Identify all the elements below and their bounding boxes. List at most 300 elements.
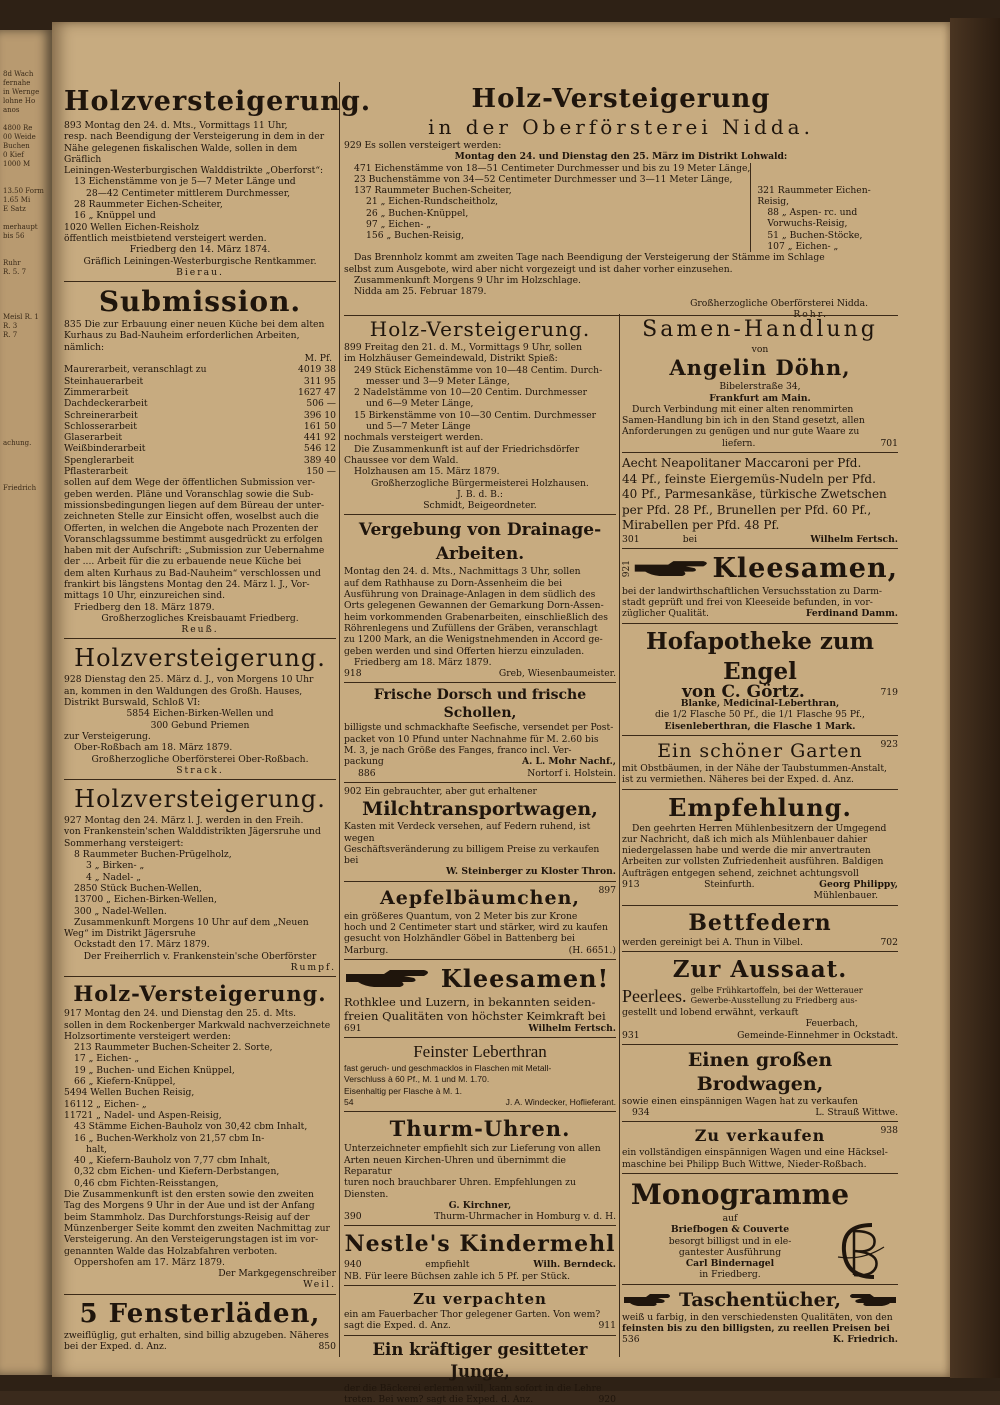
ad-title: Holz-Versteigerung.	[73, 981, 327, 1007]
ad-line: halt,	[86, 1143, 107, 1155]
ad-subtitle: in der Oberförsterei Nidda.	[428, 115, 814, 139]
ad-divider	[622, 905, 898, 906]
ad-title: Kleesamen!	[440, 963, 610, 993]
ad-line: im Holzhäuser Gemeindewald, Distrikt Spieß:	[344, 353, 558, 365]
ad-title: Milchtransportwagen,	[362, 798, 598, 821]
ad-title: Hofapotheke zum Engel	[646, 627, 874, 685]
ad-signature: J. A. Windecker, Hoflieferant.	[505, 1097, 616, 1108]
ad-divider	[622, 452, 898, 453]
ad-title: Ein schöner Garten	[657, 739, 863, 762]
ad-line: fast geruch- und geschmacklos in Flaschen mit Metall-	[344, 1063, 552, 1074]
lot-item: 321 Raummeter Eichen-Reisig,	[757, 184, 871, 207]
cost-row	[64, 387, 336, 398]
ad-line: Rothklee und Luzern, in bekannten seiden-	[344, 994, 596, 1009]
ad-line: mit Obstbäumen, in der Nähe der Taubstummen-Anstalt,	[622, 762, 887, 774]
ad-line: M. 3, je nach Größe des Fanges, franco incl. Ver-	[344, 745, 572, 757]
ad-holzversteigerung-2	[64, 642, 336, 776]
ad-drainage	[344, 518, 616, 679]
lot-item: 23 Buchenstämme von 34—52 Centimeter Durchmesser und 3—11 Meter Länge,	[354, 173, 733, 185]
ad-header	[344, 963, 616, 995]
cost-value: 150 —	[306, 466, 336, 478]
ad-line: 929 Es sollen versteigert werden:	[344, 140, 502, 151]
ad-divider	[64, 638, 336, 639]
ad-line: bei der Exped. d. Anz.	[64, 1341, 167, 1353]
ad-title: Kleesamen,	[712, 552, 898, 584]
ad-title: Zu verpachten	[413, 1290, 547, 1309]
ad-line: 300 Gebund Priemen	[150, 719, 250, 731]
ad-zu-verkaufen	[622, 1125, 898, 1170]
cost-label: Weißbinderarbeit	[64, 443, 146, 455]
lot-item: 107 „ Eichen- „	[767, 241, 839, 253]
ad-number: 923	[880, 738, 898, 750]
ad-footer	[622, 608, 898, 619]
ad-signature: Bierau.	[176, 266, 224, 278]
ad-line: Holzsortimente versteigert werden:	[64, 1030, 231, 1042]
cost-value: 1627 47	[298, 386, 336, 398]
ad-signature: Wilhelm Fertsch.	[810, 533, 898, 545]
ad-footer	[622, 1334, 898, 1345]
lot-item: 51 „ Buchen-Stöcke,	[767, 229, 863, 241]
ad-text	[690, 985, 862, 1006]
lot-item: 21 „ Eichen-Rundscheitholz,	[366, 196, 499, 208]
ad-divider	[344, 959, 616, 960]
ad-title: Feinster Leberthran	[413, 1042, 547, 1062]
ad-line: der die Bäckerei erlernen will, kann sofort in die Lehre	[344, 1382, 602, 1394]
ad-line: 17 „ Eichen- „	[74, 1053, 140, 1065]
ad-line: Arbeiten zur vollsten Zufriedenheit ausführen. Baldigen	[622, 856, 884, 868]
ad-line: Durch Verbindung mit einer alten renommirten	[632, 403, 854, 415]
ad-number: 702	[880, 936, 898, 948]
lot-item: 471 Eichenstämme von 18—51 Centimeter Durchmesser und bis zu 19 Meter Länge,	[354, 162, 751, 174]
lot-list-right	[750, 163, 898, 253]
cost-row	[64, 455, 336, 466]
cost-value: 546 12	[303, 443, 336, 455]
lot-item: 88 „ Aspen- rc. und Vorwuchs-Reisig,	[767, 207, 858, 230]
ad-footer	[64, 1341, 336, 1352]
ad-junge	[344, 1339, 616, 1405]
ad-line: genannten Walde das Holzabfahren verboten.	[64, 1245, 278, 1257]
ad-maccaroni	[622, 456, 898, 545]
ad-line: Zusammenkunft Morgens 10 Uhr auf dem „Neuen	[74, 916, 309, 928]
ad-line: turen noch brauchbarer Uhren. Empfehlungen zu Diensten.	[344, 1177, 576, 1200]
ad-footer	[344, 668, 616, 679]
ad-signature: A. L. Mohr Nachf.,	[521, 756, 616, 768]
ad-signature: W. Steinberger zu Kloster Thron.	[446, 866, 616, 878]
ad-line: Montag den 24. d. Mts., Nachmittags 3 Uhr, sollen	[344, 566, 581, 578]
ad-line: Frankfurt am Main.	[709, 392, 811, 404]
ad-line: 5494 Wellen Buchen Reisig,	[64, 1087, 195, 1099]
lot-item: 26 „ Buchen-Knüppel,	[366, 207, 469, 219]
ad-line: resp. nach Beendigung der Versteigerung in dem in der	[64, 131, 325, 143]
ad-divider	[622, 735, 898, 736]
ad-line: zweiflüglig, gut erhalten, sind billig abzugeben. Näheres	[64, 1329, 329, 1341]
column-2	[344, 316, 616, 1405]
ad-line: von	[751, 344, 769, 355]
ad-title: Holzversteigerung.	[64, 86, 372, 117]
ad-line: Ockstadt den 17. März 1879.	[74, 939, 210, 951]
cost-row	[64, 410, 336, 421]
ad-holz-versteigerung-nidda	[344, 84, 898, 320]
ad-line: Ober-Roßbach am 18. März 1879.	[74, 742, 233, 754]
ad-empfehlung	[622, 793, 898, 902]
ad-line: gelbe Frühkartoffeln, bei der Wetterauer	[690, 984, 863, 995]
ad-line: Nidda am 25. Februar 1879.	[354, 286, 487, 298]
ad-signature: Georg Philippy,	[819, 879, 898, 891]
ad-line: ist zu vermiethen. Näheres bei der Exped. d. Anz.	[622, 774, 854, 786]
ad-number: 897	[598, 884, 616, 896]
ad-holzversteigerung-3	[64, 783, 336, 973]
ad-line: Orts gelegenen Gewannen der Gemarkung Dorn-Assen-	[344, 600, 604, 612]
ad-holz-versteigerung-holzhausen	[344, 316, 616, 511]
ad-line: gestellt und lobend erwähnt, verkauft	[622, 1006, 799, 1018]
ad-samen-handlung	[622, 316, 898, 449]
ad-divider	[622, 623, 898, 624]
ad-line: Friedberg den 14. März 1874.	[129, 244, 271, 256]
cost-value: 396 10	[303, 409, 336, 421]
ad-line: Arten neuen Kirchen-Uhren und übernimmt die Reparatur	[344, 1154, 566, 1177]
ad-bettfedern	[622, 909, 898, 948]
ad-divider	[344, 514, 616, 515]
ad-line: auf	[722, 1213, 738, 1224]
ad-line: Großherzogliche Oberförsterei Nidda.	[690, 297, 868, 309]
pointing-hand-icon	[848, 1292, 898, 1308]
ad-line: auf dem Rathhause zu Dorn-Assenheim die bei	[344, 577, 563, 589]
ad-line: mittags 10 Uhr, einzureichen sind.	[64, 590, 226, 602]
lot-item: 156 „ Buchen-Reisig,	[366, 230, 465, 242]
ad-line: und 5—7 Meter Länge	[366, 421, 471, 433]
ad-signature: Reuß.	[181, 624, 219, 636]
column-3	[622, 316, 898, 1346]
ad-number: 918	[344, 668, 362, 680]
ad-line: zur Nachricht, daß ich mich als Mühlenbauer dahier	[622, 833, 868, 845]
ad-title: Thurm-Uhren.	[389, 1116, 571, 1142]
cost-label: Pflasterarbeit	[64, 466, 128, 478]
ad-header	[622, 1288, 898, 1312]
ad-divider	[64, 779, 336, 780]
ad-line: packung	[344, 756, 384, 768]
ad-number: 719	[880, 686, 898, 698]
ad-title: Zu verkaufen	[694, 1126, 826, 1146]
ad-name: von C. Görtz.	[682, 681, 805, 702]
ad-line: Samen-Handlung bin ich in den Stand gesetzt, allen	[622, 415, 865, 427]
cost-value: 441 92	[303, 432, 336, 444]
ad-line: 300 „ Nadel-Wellen.	[74, 905, 167, 917]
ad-garten	[622, 739, 898, 786]
ad-line: 928 Dienstag den 25. März d. J., von Morgens 10 Uhr	[64, 674, 314, 686]
ad-leberthran	[344, 1041, 616, 1108]
ad-line: sollen in dem Rockenberger Markwald nachverzeichnete	[64, 1019, 331, 1031]
ad-line: Friedberg den 18. März 1879.	[74, 601, 215, 613]
ad-title: Holz-Versteigerung	[471, 84, 771, 114]
ad-line: dem alten Kurhaus zu Bad-Nauheim“ verschlossen und	[64, 567, 321, 579]
ad-signature: L. Strauß Wittwe.	[815, 1107, 898, 1119]
ad-line: freien Qualitäten von höchster Keimkraft bei	[344, 1008, 606, 1023]
ad-line: Marburg.	[344, 944, 389, 956]
ad-signature: G. Kirchner,	[448, 1199, 512, 1211]
ad-line: geben werden und sind Offerten hierzu einzuladen.	[344, 645, 585, 657]
pointing-hand-icon	[344, 968, 434, 990]
ad-line: 0,46 cbm Fichten-Reisstangen,	[74, 1177, 219, 1189]
ad-signature: K. Friedrich.	[832, 1334, 898, 1346]
ad-line: Geschäftsveränderung zu billigem Preise zu verkaufen bei	[344, 843, 600, 867]
column-rule-1	[339, 82, 340, 1357]
ad-line: Anforderungen zu genügen und nur gute Waare zu	[622, 426, 860, 438]
ad-thurm-uhren	[344, 1115, 616, 1222]
cost-list	[64, 364, 336, 477]
ad-line: Kurhaus zu Bad-Nauheim erforderlichen Arbeiten,	[64, 330, 300, 342]
ad-line: 902 Ein gebrauchter, aber gut erhaltener	[344, 785, 537, 797]
ad-line: stadt geprüft und frei von Kleeseide befunden, in vor-	[622, 597, 873, 609]
ad-line: zeichneten Stelle zur Einsicht offen, woselbst auch die	[64, 511, 319, 523]
ad-line: 28 Raummeter Eichen-Scheiter,	[74, 199, 223, 211]
ad-line: Friedberg am 18. März 1879.	[354, 656, 492, 668]
ad-aepfelbaumchen	[344, 885, 616, 956]
ad-line: Gräflich Leiningen-Westerburgische Rentkammer.	[83, 255, 317, 267]
ad-line: an, kommen in den Waldungen des Großh. Hauses,	[64, 685, 303, 697]
ad-title: Empfehlung.	[668, 792, 852, 822]
ad-line: 19 „ Buchen- und Eichen Knüppel,	[74, 1064, 235, 1076]
ad-line: und 6—9 Meter Länge,	[366, 398, 474, 410]
ad-header	[622, 552, 898, 586]
ad-footer	[622, 937, 898, 948]
ad-line: 16112 „ Eichen- „	[64, 1098, 147, 1110]
ad-divider	[622, 1173, 898, 1174]
ad-line: öffentlich meistbietend versteigert werden.	[64, 232, 267, 244]
ad-line: liefern.	[722, 437, 756, 449]
ad-line: Montag den 24. und Dienstag den 25. März im Distrikt Lohwald:	[454, 151, 788, 163]
ad-dorsch	[344, 686, 616, 778]
ad-line: 43 Stämme Eichen-Bauholz von 30,42 cbm Inhalt,	[74, 1121, 308, 1133]
ad-line: 13700 „ Eichen-Birken-Wellen,	[74, 894, 217, 906]
ad-divider	[344, 782, 616, 783]
ad-line: 13 Eichenstämme von je 5—7 Meter Länge und	[74, 176, 296, 188]
lot-list-left	[344, 163, 750, 253]
ad-line: haben mit der Aufschrift: „Submission zur Uebernahme	[64, 545, 325, 557]
ad-line: bei der landwirthschaftlichen Versuchsstation zu Darm-	[622, 585, 883, 597]
ad-divider	[344, 1225, 616, 1226]
ad-line: züglicher Qualität.	[622, 608, 709, 620]
ad-divider	[344, 682, 616, 683]
ad-line: empfiehlt	[425, 1259, 470, 1271]
ad-footer	[344, 1211, 616, 1222]
ad-line: Holzhausen am 15. März 1879.	[354, 466, 500, 478]
ad-line: 8 Raummeter Buchen-Prügelholz,	[74, 849, 232, 861]
ad-line: nochmals versteigert werden.	[344, 432, 484, 444]
ad-line: zu 1200 Mark, an die Wenigstnehmenden in Accord ge-	[344, 634, 603, 646]
ad-line: Voranschlagssumme bestimmt ausgedrückt zu erfolgen	[64, 533, 323, 545]
ad-line: beim Stammholz. Das Durchforstungs-Reisig auf der	[64, 1211, 310, 1223]
ad-milchtransportwagen	[344, 786, 616, 878]
cost-value: 311 95	[303, 375, 336, 387]
cost-label: Schlosserarbeit	[64, 420, 137, 432]
cost-header: M. Pf.	[304, 353, 332, 365]
ad-line: besorgt billigst und in ele-	[668, 1235, 792, 1247]
ad-number: 913	[622, 879, 640, 891]
ad-line: J. B. d. B.:	[457, 488, 503, 500]
ad-line: 15 Birkenstämme von 10—30 Centim. Durchmesser	[354, 409, 597, 421]
ad-line: 28—42 Centimeter mittlerem Durchmesser,	[86, 187, 291, 199]
cost-label: Steinhauerarbeit	[64, 375, 144, 387]
cost-label: Schreinerarbeit	[64, 409, 138, 421]
ad-footer	[344, 1259, 616, 1270]
ad-number: 921	[622, 560, 632, 578]
ad-number: 691	[344, 1022, 362, 1034]
ad-footer	[344, 1023, 616, 1034]
ad-footer	[622, 879, 898, 890]
ad-signature: Strack.	[176, 764, 224, 776]
ad-holz-versteigerung-rockenberg	[64, 980, 336, 1290]
ad-name: Angelin Döhn,	[669, 355, 851, 381]
ad-title: Holzversteigerung.	[74, 644, 326, 673]
ad-number: 301	[622, 533, 640, 545]
ad-number: 931	[622, 1029, 640, 1041]
ad-signature: Carl Bindernagel	[685, 1258, 775, 1270]
ad-line: 4 „ Nadel- „	[86, 871, 142, 883]
ad-line: 5854 Eichen-Birken-Wellen und	[126, 708, 274, 720]
ad-line: Gemeinde-Einnehmer in Ockstadt.	[737, 1029, 898, 1041]
ad-holzversteigerung-1	[64, 84, 372, 278]
ad-line: Thurm-Uhrmacher in Homburg v. d. H.	[434, 1211, 616, 1223]
ad-divider	[344, 1285, 616, 1286]
ad-number: 886	[358, 767, 376, 779]
ad-line: 2850 Stück Buchen-Wellen,	[74, 882, 202, 894]
ad-line: bei	[682, 533, 698, 545]
ad-line: billigste und schmackhafte Seefische, versendet per Post-	[344, 722, 614, 734]
ad-line: Aufträgen entgegen sehend, zeichnet achtungsvoll	[622, 867, 859, 879]
ad-line: Münzenberger Seite kommt den zweiten Nachmittag zur	[64, 1222, 330, 1234]
ad-divider	[344, 1037, 616, 1038]
ad-line: Der Freiherrlich v. Frankenstein'sche Oberförster	[83, 950, 317, 962]
ad-line: NB. Für leere Büchsen zahle ich 5 Pf. per Stück.	[344, 1270, 570, 1282]
ad-signature: Wilh. Berndeck.	[533, 1259, 616, 1271]
ad-divider	[622, 548, 898, 549]
ad-line: hoch und 2 Centimeter start und stärker, wird zu kaufen	[344, 921, 608, 933]
ad-line: 40 Pf., Parmesankäse, türkische Zwetschen	[622, 487, 887, 502]
ad-line: in Friedberg.	[699, 1269, 761, 1281]
ad-line: Röhrenlegens und Zufüllens der Gräben, veranschlagt	[344, 622, 598, 634]
ad-line: die 1/2 Flasche 50 Pf., die 1/1 Flasche 95 Pf.,	[655, 709, 865, 721]
ad-line: Die Zusammenkunft ist den ersten sowie den zweiten	[64, 1189, 314, 1201]
ad-line: 16 „ Buchen-Werkholz von 21,57 cbm In-	[74, 1132, 265, 1144]
ad-number: 940	[344, 1259, 362, 1271]
cost-value: 389 40	[303, 454, 336, 466]
cost-row	[64, 398, 336, 409]
lot-item: 97 „ Eichen- „	[366, 219, 432, 231]
ad-line: Leiningen-Westerburgischen Walddistrikte „Oberforst“:	[64, 165, 324, 177]
lot-item: 137 Raummeter Buchen-Scheiter,	[354, 185, 512, 197]
cost-row	[64, 421, 336, 432]
ad-divider	[622, 951, 898, 952]
ad-number: 934	[632, 1107, 650, 1119]
ad-signature: Ferdinand Damm.	[805, 608, 898, 620]
ad-line: Aecht Neapolitaner Maccaroni per Pfd.	[622, 456, 862, 471]
ad-line: 3 „ Birken- „	[86, 860, 145, 872]
cost-row	[64, 466, 336, 477]
ad-line: Versteigerung. An den Versteigerungstagen ist im vor-	[64, 1234, 319, 1246]
ad-line: zur Versteigerung.	[64, 730, 151, 742]
ad-line: Kasten mit Verdeck versehen, auf Federn ruhend, ist wegen	[344, 821, 591, 844]
ad-footer	[622, 438, 898, 449]
cost-value: 161 50	[303, 420, 336, 432]
ad-divider	[622, 789, 898, 790]
ad-line: Die Zusammenkunft ist auf der Friedrichsdörfer	[354, 443, 580, 455]
ad-line: Tag des Morgens 9 Uhr in der Aue und ist der Anfang	[64, 1200, 315, 1212]
ad-title: Holz-Versteigerung.	[369, 317, 591, 341]
previous-page-margin	[0, 30, 52, 1375]
ad-nestle	[344, 1229, 616, 1282]
pointing-hand-icon	[622, 1292, 672, 1308]
ad-number: 920	[598, 1393, 616, 1405]
ad-title: Holzversteigerung.	[74, 785, 326, 814]
ad-line: Der Markgegenschreiber	[218, 1268, 336, 1280]
newspaper-page	[52, 22, 950, 1405]
ad-number: 54	[344, 1097, 354, 1108]
ad-line: Chaussee vor dem Wald.	[344, 454, 459, 466]
ad-line: Weg“ im Distrikt Jägersruhe	[64, 928, 196, 940]
ad-fensterladen	[64, 1298, 336, 1353]
ad-line: Eisenleberthran, die Flasche 1 Mark.	[664, 720, 856, 732]
ad-line: packet von 10 Pfund unter Nachnahme für M. 2.60 bis	[344, 733, 599, 745]
ad-title: Zur Aussaat.	[672, 955, 848, 983]
ad-footer	[622, 1030, 898, 1041]
ad-signature: Wilhelm Fertsch.	[528, 1022, 616, 1034]
ad-line: gantester Ausführung	[678, 1246, 782, 1258]
ad-footer	[344, 756, 616, 767]
ad-title: Samen-Handlung	[642, 317, 878, 342]
cost-row	[64, 443, 336, 454]
cost-row	[64, 364, 336, 375]
ad-line: selbst zum Ausgebote, wird aber nicht vorgezeigt und ist daher vorher einzusehen.	[344, 263, 733, 275]
ad-line: sowie einen einspännigen Wagen hat zu verkaufen	[622, 1095, 858, 1107]
ad-line: Den geehrten Herren Mühlenbesitzern der Umgegend	[632, 822, 887, 834]
ad-line: ein größeres Quantum, von 2 Meter bis zur Krone	[344, 910, 578, 922]
ad-footer	[344, 945, 616, 956]
ad-title: Frische Dorsch und frische Schollen,	[373, 687, 587, 722]
ad-title: Bettfedern	[688, 909, 832, 936]
ad-divider	[64, 1294, 336, 1295]
ad-line: 927 Montag den 24. März l. J. werden in den Freih.	[64, 815, 304, 827]
ad-footer	[344, 1097, 616, 1108]
ad-line: geben werden. Pläne und Voranschlag sowie die Sub-	[64, 488, 314, 500]
ad-subheader	[622, 681, 898, 702]
ad-line: Steinfurth.	[704, 879, 755, 891]
ad-signature: Weil.	[303, 1279, 336, 1291]
ad-kleesamen-fertsch	[344, 963, 616, 1034]
ad-line: Distrikt Burswald, Schloß VI:	[64, 697, 201, 709]
ad-zur-aussaat	[622, 955, 898, 1041]
book-edge	[950, 18, 1000, 1378]
ad-divider	[344, 881, 616, 882]
ad-line: heim vorkommenden Grabenarbeiten, einschließlich des	[344, 611, 608, 623]
ad-signature: Rumpf.	[290, 962, 336, 973]
ad-divider	[622, 1044, 898, 1045]
ad-line: 1020 Wellen Eichen-Reisholz	[64, 221, 199, 233]
ad-divider	[64, 281, 336, 282]
ad-submission	[64, 285, 336, 635]
ad-divider	[344, 1111, 616, 1112]
ad-line: per Pfd. 28 Pf., Brunellen per Pfd. 60 Pf.,	[622, 502, 872, 517]
ad-number: 701	[880, 437, 898, 449]
ad-line: 917 Montag den 24. und Dienstag den 25. d. Mts.	[64, 1008, 297, 1020]
ad-footer	[622, 534, 898, 545]
ad-line: 16 „ Knüppel und	[74, 210, 156, 222]
ad-line: Blanke, Medicinal-Leberthran,	[680, 698, 840, 710]
ad-hofapotheke	[622, 627, 898, 732]
ad-line: Unterzeichneter empfiehlt sich zur Lieferung von allen	[344, 1143, 601, 1155]
ad-line: Bibelerstraße 34,	[719, 381, 801, 393]
ad-line: Mirabellen per Pfd. 48 Pf.	[622, 518, 780, 533]
ad-divider	[344, 1335, 616, 1336]
